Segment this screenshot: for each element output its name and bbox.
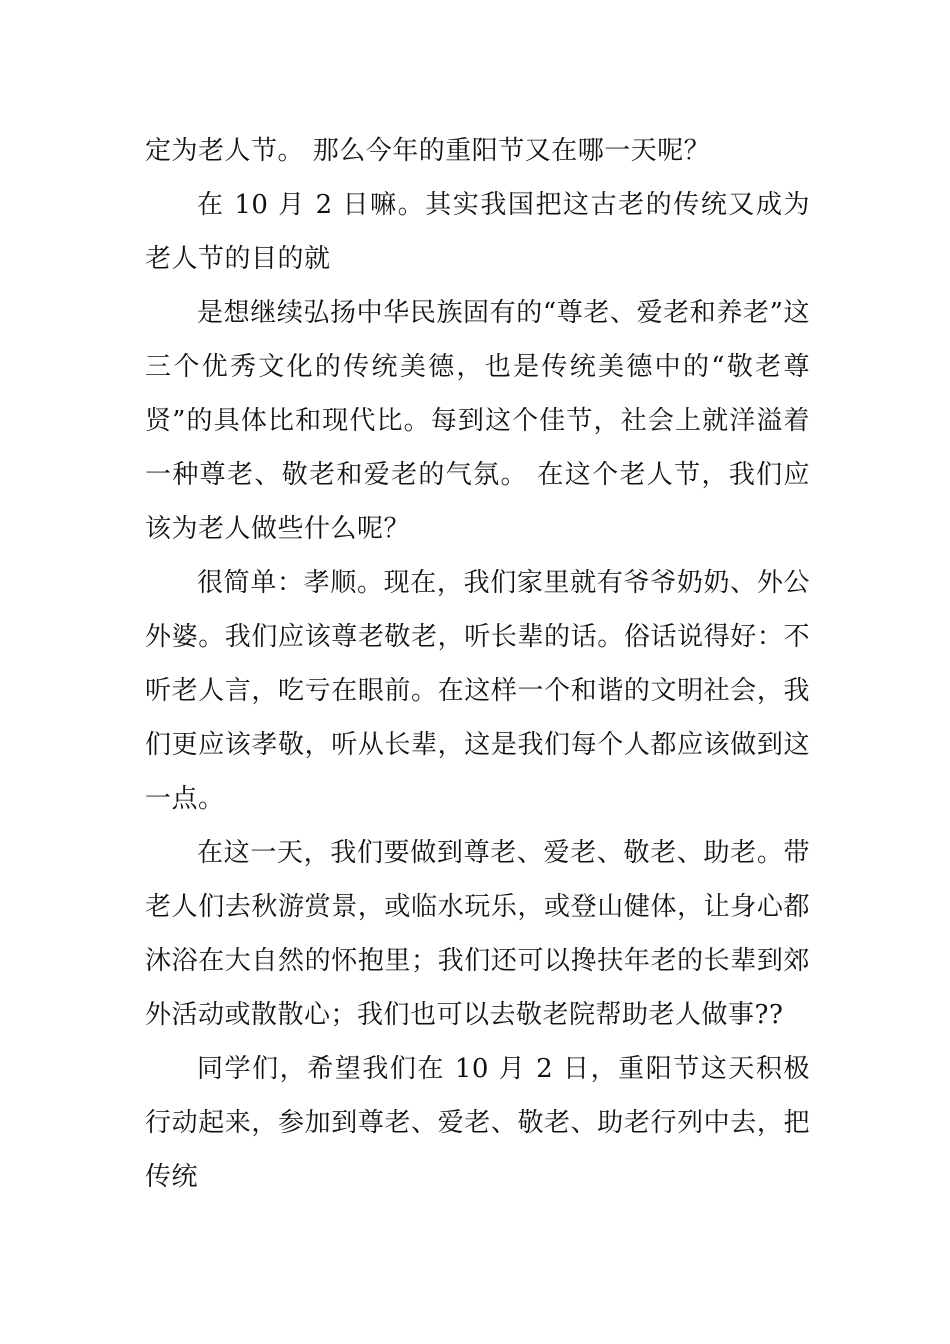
document-body <box>145 124 810 1204</box>
paragraph-6: 同学们，希望我们在 10 月 2 日，重阳节这天积极行动起来，参加到尊老、爱老、敬老、助老行列中去，把传统 <box>145 1054 810 1192</box>
paragraph-5: 在这一天，我们要做到尊老、爱老、敬老、助老。带老人们去秋游赏景，或临水玩乐，或登山健体，让身心都沐浴在大自然的怀抱里；我们还可以搀扶年老的长辈到郊外活动或散散心；我们也可以去敬老院帮助老人做事?? <box>145 838 810 1030</box>
paragraph-3: 是想继续弘扬中华民族固有的“尊老、爱老和养老”这三个优秀文化的传统美德，也是传统美德中的“敬老尊贤”的具体比和现代比。每到这个佳节，社会上就洋溢着一种尊老、敬老和爱老的气氛。 在这个老人节，我们应该为老人做些什么呢？ <box>145 298 810 544</box>
paragraph-4: 很简单：孝顺。现在，我们家里就有爷爷奶奶、外公外婆。我们应该尊老敬老，听长辈的话。俗话说得好：不听老人言，吃亏在眼前。在这样一个和谐的文明社会，我们更应该孝敬，听从长辈，这是我们每个人都应该做到这一点。 <box>145 568 810 814</box>
paragraph-1: 定为老人节。 那么今年的重阳节又在哪一天呢？ <box>145 136 711 166</box>
paragraph-2: 在 10 月 2 日嘛。其实我国把这古老的传统又成为老人节的目的就 <box>145 190 810 274</box>
